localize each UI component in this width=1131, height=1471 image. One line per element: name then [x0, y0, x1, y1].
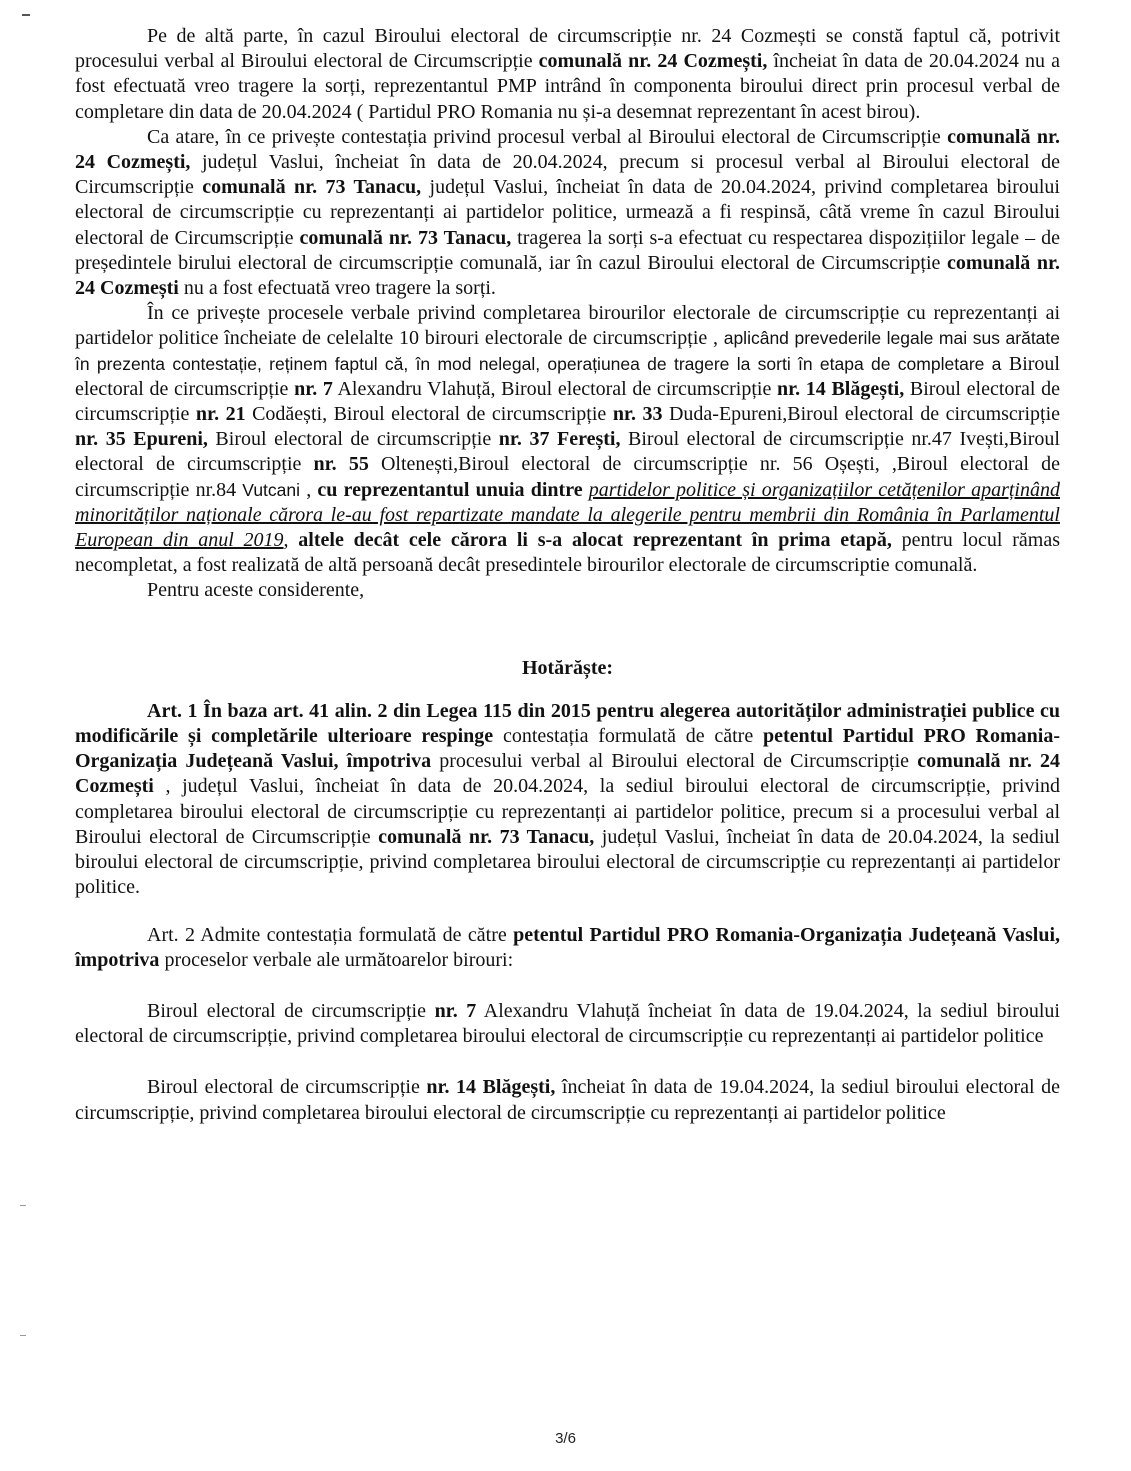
paragraph-cozmesti-finding [75, 24, 1060, 125]
text-run: Ca atare, în ce privește contestația privind procesul verbal al Biroului electoral de Circumscripție [147, 125, 948, 148]
article-1 [75, 699, 1060, 901]
text-run: Alexandru Vlahuță, Biroul electoral de circumscripție [332, 377, 777, 400]
bold-run: comunală nr. 24 Cozmești, [75, 125, 1060, 174]
underlined-italic-run: partidelor politice și organizațiilor cetățenilor aparținând minorităților naționale cărora le-au fost repartizate mandate la alegerile pentru membrii din România în Parlamentul European din anul 2019 [75, 478, 1060, 552]
paragraph-conclusion-reject [75, 125, 1060, 301]
text-run: procesului verbal al Biroului electoral de Circumscripție [431, 750, 918, 773]
text-run: județul Vaslui, încheiat în data de 20.04.2024, la sediul biroului electoral de circumscripție, privind completarea biroului electoral de circumscripție cu reprezentanți ai partidelor politice. [75, 825, 1060, 899]
bold-run: nr. 33 [612, 403, 663, 426]
bold-run: nr. 35 Epureni, [75, 428, 208, 451]
text-run: Biroul electoral de circumscripție [75, 352, 1060, 400]
paragraph-other-offices [75, 301, 1060, 578]
bold-run: comunală nr. 73 Tanacu, [202, 176, 422, 199]
bold-run: nr. 55 [313, 453, 369, 476]
text-run: tragerea la sorți s-a efectuat cu respectarea dispozițiilor legale – de președintele birului electoral de circumscripție comunală, iar în cazul Biroului electoral de Circumscripție [75, 226, 1060, 274]
text-run: , [283, 529, 299, 552]
text-run: În ce privește procesele verbale privind completarea birourilor electorale de circumscripție cu reprezentanți ai partidelor politice încheiate de celelalte 10 birouri electorale de circumscripție , [75, 302, 1060, 350]
bold-run: petentul Partidul PRO Romania-Organizația Județeană Vaslui, împotriva [75, 725, 1060, 773]
text-run: Pe de altă parte, în cazul Biroului electoral de circumscripție nr. 24 Cozmești se constă faptul că, potrivit procesului verbal al Biroului electoral de Circumscripție [75, 25, 1060, 73]
bold-run: nr. 7 [434, 999, 477, 1022]
page-number: 3/6 [555, 1430, 576, 1447]
decision-heading: Hotărăște: [521, 656, 614, 679]
text-run: nu a fost efectuată vreo tragere la sorți. [178, 277, 496, 300]
bold-run: comunală nr. 24 Cozmești, [538, 50, 768, 73]
text-run: Oltenești,Biroul electoral de circumscripție nr. 56 Oșești, ,Biroul electoral de circumscripție nr.84 [75, 453, 1060, 501]
text-run: încheiat în data de 19.04.2024, la sediul biroului electoral de circumscripție, privind completarea biroului electoral de circumscripție cu reprezentanți ai partidelor politice [75, 1076, 1061, 1124]
text-run: Codăești, Biroul electoral de circumscripție [245, 403, 613, 426]
text-run: Biroul electoral de circumscripție [147, 999, 435, 1022]
text-run: Biroul electoral de circumscripție nr.47 Ivești,Biroul electoral de circumscripție [75, 428, 1060, 476]
text-run: Biroul electoral de circumscripție [207, 428, 499, 451]
bold-run: cu reprezentantul unuia dintre [317, 478, 583, 501]
sans-run: aplicând prevederile legale mai sus arătate în prezenta contestație, reținem faptul că, în mod nelegal, operațiunea de tragere la sorti în etapa de completare a [75, 328, 1061, 374]
bold-run: nr. 7 [294, 377, 333, 400]
text-run: Alexandru Vlahuță încheiat în data de 19.04.2024, la sediul biroului electoral de circumscripție, privind completarea biroului electoral de circumscripție cu reprezentanți ai partidelor politice [75, 999, 1060, 1048]
text-run: Biroul electoral de circumscripție [147, 1076, 427, 1099]
scan-mark [20, 1205, 26, 1206]
text-run: Biroul electoral de circumscripție [75, 377, 1061, 426]
text-run: proceselor verbale ale următoarelor birouri: [159, 948, 514, 971]
text-run: , [300, 478, 318, 501]
office-item-14 [75, 1075, 1060, 1125]
sans-run: Vutcani [242, 479, 301, 500]
bold-run: nr. 14 Blăgești, [776, 377, 905, 400]
text-run: contestația formulată de către [493, 725, 763, 748]
scan-mark [22, 14, 30, 16]
bold-run: nr. 21 [195, 403, 246, 426]
scan-mark [20, 1335, 26, 1336]
bold-run: Art. 1 În baza art. 41 alin. 2 din Legea 115 din 2015 pentru alegerea autorităților administrației publice cu modificările și completările ulterioare respinge [75, 699, 1060, 748]
bold-run: nr. 37 Ferești, [498, 428, 621, 451]
text-run: Art. 2 Admite contestația formulată de către [147, 923, 514, 946]
bold-run: nr. 14 Blăgești, [426, 1076, 556, 1099]
text-run: Duda-Epureni,Biroul electoral de circumscripție [662, 403, 1061, 426]
article-2 [75, 923, 1060, 973]
text-run: județul Vaslui, încheiat în data de 20.04.2024, privind completarea biroului electoral de circumscripție cu reprezentanți ai partidelor politice, urmează a fi respinsă, câtă vreme în cazul Biroului electoral de Circumscripție [75, 176, 1060, 249]
text-run: , județul Vaslui, încheiat în data de 20.04.2024, la sediul biroului electoral de circumscripție, privind completarea biroului electoral de circumscripție cu reprezentanți ai partidelor politice, precum si a procesului verbal al Biroului electoral de Circumscripție [75, 775, 1060, 848]
bold-run: comunală nr. 73 Tanacu, [378, 825, 595, 848]
text-run: județul Vaslui, încheiat în data de 20.04.2024, precum si procesul verbal al Biroului electoral de Circumscripție [75, 151, 1061, 199]
document-body [75, 24, 1060, 1126]
office-item-7 [75, 999, 1060, 1049]
bold-run: altele decât cele cărora li s-a alocat reprezentant în prima etapă, [298, 529, 892, 552]
bold-run: comunală nr. 24 Cozmești [75, 251, 1060, 300]
bold-run: petentul Partidul PRO Romania-Organizația Județeană Vaslui, împotriva [75, 923, 1060, 971]
bold-run: comunală nr. 24 Cozmești [75, 750, 1060, 798]
text-run: încheiat în data de 20.04.2024 nu a fost efectuată vreo tragere la sorți, reprezentantul PMP intrând în componenta biroului direct prin procesul verbal de completare din data de 20.04.2024 ( Partidul PRO Romania nu și-a desemnat reprezentant în acest birou). [75, 50, 1060, 123]
bold-run: comunală nr. 73 Tanacu, [299, 226, 512, 249]
paragraph-considerations: Pentru aceste considerente, [147, 579, 365, 602]
text-run: pentru locul rămas necompletat, a fost realizată de altă persoană decât presedintele birourilor electorale de circumscriptie comunală. [75, 529, 1060, 577]
